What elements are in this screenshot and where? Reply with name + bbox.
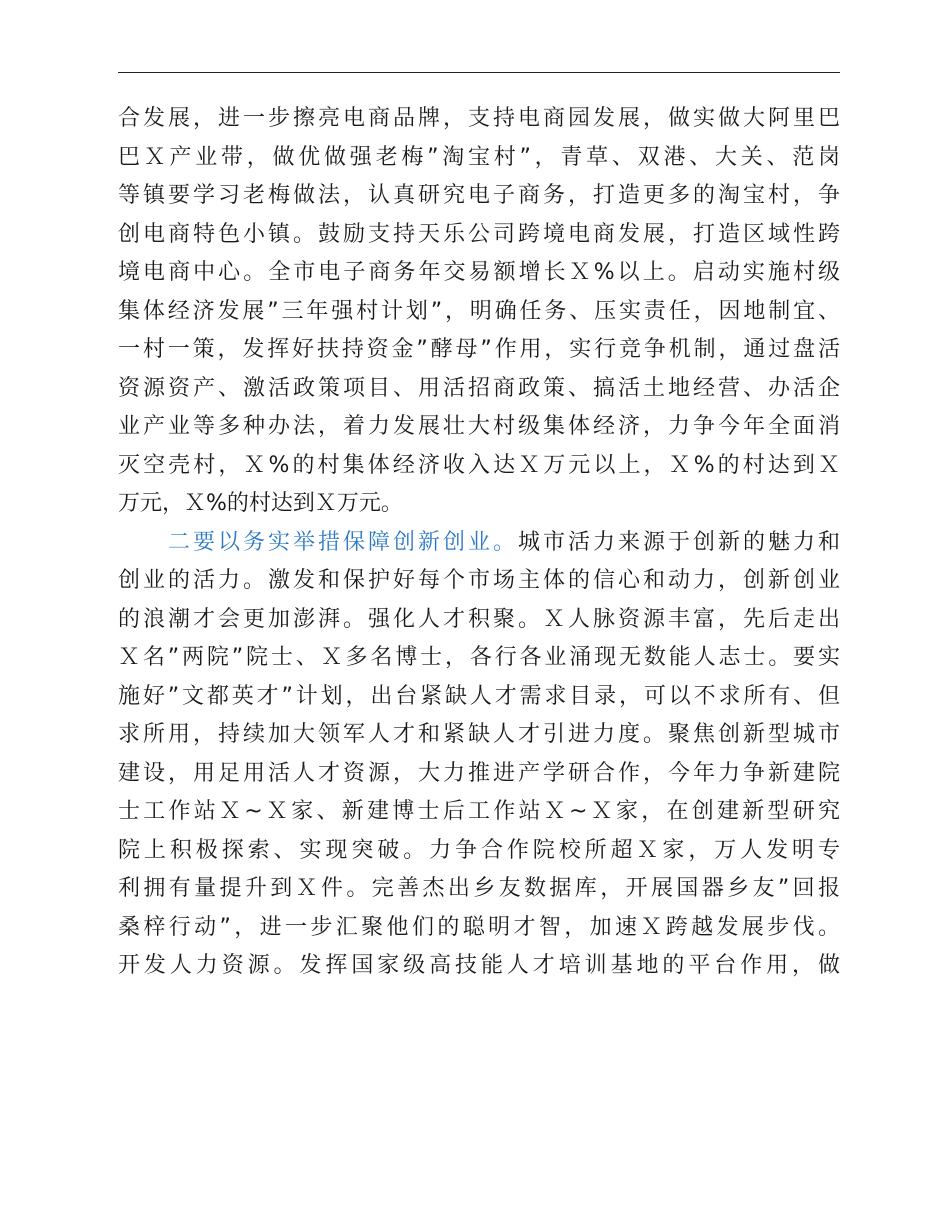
paragraph-2-first-line xyxy=(118,524,840,563)
paragraph-2-line: 院上积极探索、实现突破。力争合作院校所超Ｘ家，万人发明专 xyxy=(118,837,840,863)
paragraph-1-line: 等镇要学习老梅做法，认真研究电子商务，打造更多的淘宝村，争 xyxy=(118,183,840,208)
paragraph-1-line: 业产业等多种办法，着力发展壮大村级集体经济，力争今年全面消 xyxy=(118,414,840,439)
paragraph-1-line: 集体经济发展”三年强村计划”，明确任务、压实责任，因地制宜、 xyxy=(118,298,840,324)
section-heading: 二要以务实举措保障创新创业。 xyxy=(168,529,518,555)
paragraph-1-line: 万元，Ｘ%的村达到Ｘ万元。 xyxy=(118,491,403,516)
paragraph-2-line: 施好”文都英才”计划，出台紧缺人才需求目录，可以不求所有、但 xyxy=(118,683,840,709)
paragraph-1-line: 创电商特色小镇。鼓励支持天乐公司跨境电商发展，打造区域性跨 xyxy=(118,221,840,247)
paragraph-1-line: 一村一策，发挥好扶持资金”酵母”作用，实行竞争机制，通过盘活 xyxy=(118,337,840,362)
paragraph-2-line: 开发人力资源。发挥国家级高技能人才培训基地的平台作用，做 xyxy=(118,953,840,978)
paragraph-2-line: Ｘ名”两院”院士、Ｘ多名博士，各行各业涌现无数能人志士。要实 xyxy=(118,645,840,670)
header-rule xyxy=(118,72,840,73)
paragraph-2-line: 的浪潮才会更加澎湃。强化人才积聚。Ｘ人脉资源丰富，先后走出 xyxy=(118,606,840,632)
paragraph-1-line: 巴Ｘ产业带，做优做强老梅”淘宝村”，青草、双港、大关、范岗 xyxy=(118,144,840,170)
paragraph-2-line: 求所用，持续加大领军人才和紧缺人才引进力度。聚焦创新型城市 xyxy=(118,722,840,747)
paragraph-1-line: 境电商中心。全市电子商务年交易额增长Ｘ%以上。启动实施村级 xyxy=(118,260,840,285)
paragraph-1-line: 合发展，进一步擦亮电商品牌，支持电商园发展，做实做大阿里巴 xyxy=(118,106,840,131)
paragraph-2-line: 建设，用足用活人才资源，大力推进产学研合作，今年力争新建院 xyxy=(118,760,840,786)
paragraph-2-line: 士工作站Ｘ~Ｘ家、新建博士后工作站Ｘ~Ｘ家，在创建新型研究 xyxy=(118,799,840,824)
paragraph-2-line: 利拥有量提升到Ｘ件。完善杰出乡友数据库，开展国器乡友”回报 xyxy=(118,876,840,901)
body-text xyxy=(118,100,840,986)
paragraph-1-line: 灭空壳村，Ｘ%的村集体经济收入达Ｘ万元以上，Ｘ%的村达到Ｘ xyxy=(118,452,840,478)
paragraph-2-line: 桑梓行动”，进一步汇聚他们的聪明才智，加速Ｘ跨越发展步伐。 xyxy=(118,914,840,940)
paragraph-2-line: 创业的活力。激发和保护好每个市场主体的信心和动力，创新创业 xyxy=(118,568,840,593)
paragraph-1-line: 资源资产、激活政策项目、用活招商政策、搞活土地经营、办活企 xyxy=(118,375,840,401)
paragraph-2-first-line-text: 城市活力来源于创新的魅力和 xyxy=(517,529,840,555)
